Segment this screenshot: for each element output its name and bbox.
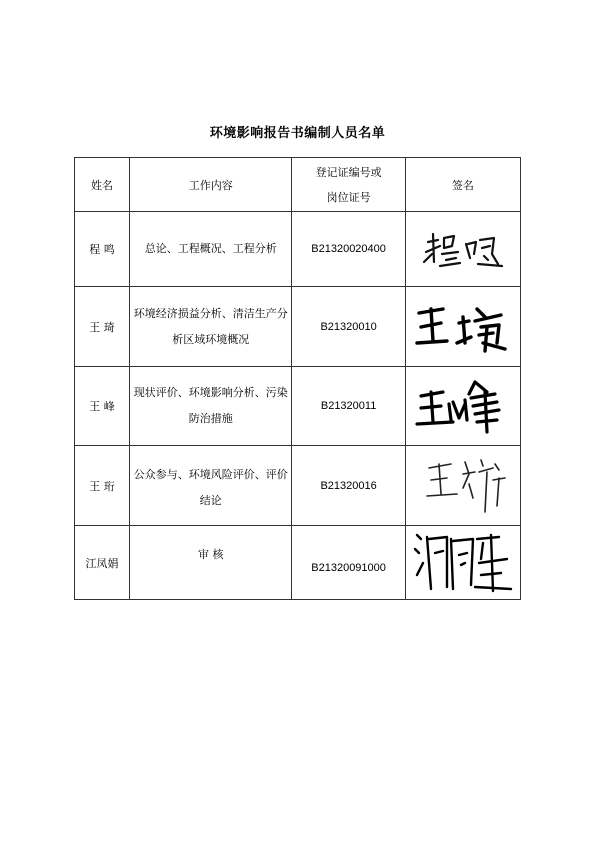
name-cell: 王 珩 <box>75 446 130 526</box>
name-cell: 江凤娟 <box>75 526 130 600</box>
cert-cell: B21320020400 <box>292 212 405 287</box>
work-cell: 总论、工程概况、工程分析 <box>130 212 292 287</box>
work-cell: 审 核 <box>130 526 292 600</box>
header-cert-line2: 岗位证号 <box>326 190 371 204</box>
signature-cell <box>405 212 520 287</box>
signature-image <box>413 454 513 518</box>
table-row <box>75 367 521 446</box>
personnel-table <box>74 157 521 600</box>
signature-cell <box>405 526 520 600</box>
signature-cell <box>405 367 520 446</box>
name-cell: 王 琦 <box>75 287 130 367</box>
header-cert <box>292 158 405 212</box>
header-name: 姓名 <box>75 158 130 212</box>
table-row <box>75 446 521 526</box>
work-cell: 现状评价、环境影响分析、污染防治措施 <box>130 367 292 446</box>
name-cell: 程 鸣 <box>75 212 130 287</box>
cert-cell: B21320091000 <box>292 526 405 600</box>
work-cell: 环境经济损益分析、清洁生产分析区域环境概况 <box>130 287 292 367</box>
table-row <box>75 287 521 367</box>
signature-cell <box>405 287 520 367</box>
cert-cell: B21320011 <box>292 367 405 446</box>
table-header-row <box>75 158 521 212</box>
document-title: 环境影响报告书编制人员名单 <box>209 126 386 141</box>
signature-image <box>418 224 508 274</box>
name-cell: 王 峰 <box>75 367 130 446</box>
signature-image <box>413 297 513 357</box>
header-signature: 签名 <box>405 158 520 212</box>
cert-cell: B21320010 <box>292 287 405 367</box>
table-row <box>75 526 521 600</box>
work-cell: 公众参与、环境风险评价、评价结论 <box>130 446 292 526</box>
header-work: 工作内容 <box>130 158 292 212</box>
cert-cell: B21320016 <box>292 446 405 526</box>
signature-image <box>411 529 515 597</box>
table-row <box>75 212 521 287</box>
signature-image <box>413 374 513 438</box>
header-cert-line1: 登记证编号或 <box>315 165 382 179</box>
signature-cell <box>405 446 520 526</box>
